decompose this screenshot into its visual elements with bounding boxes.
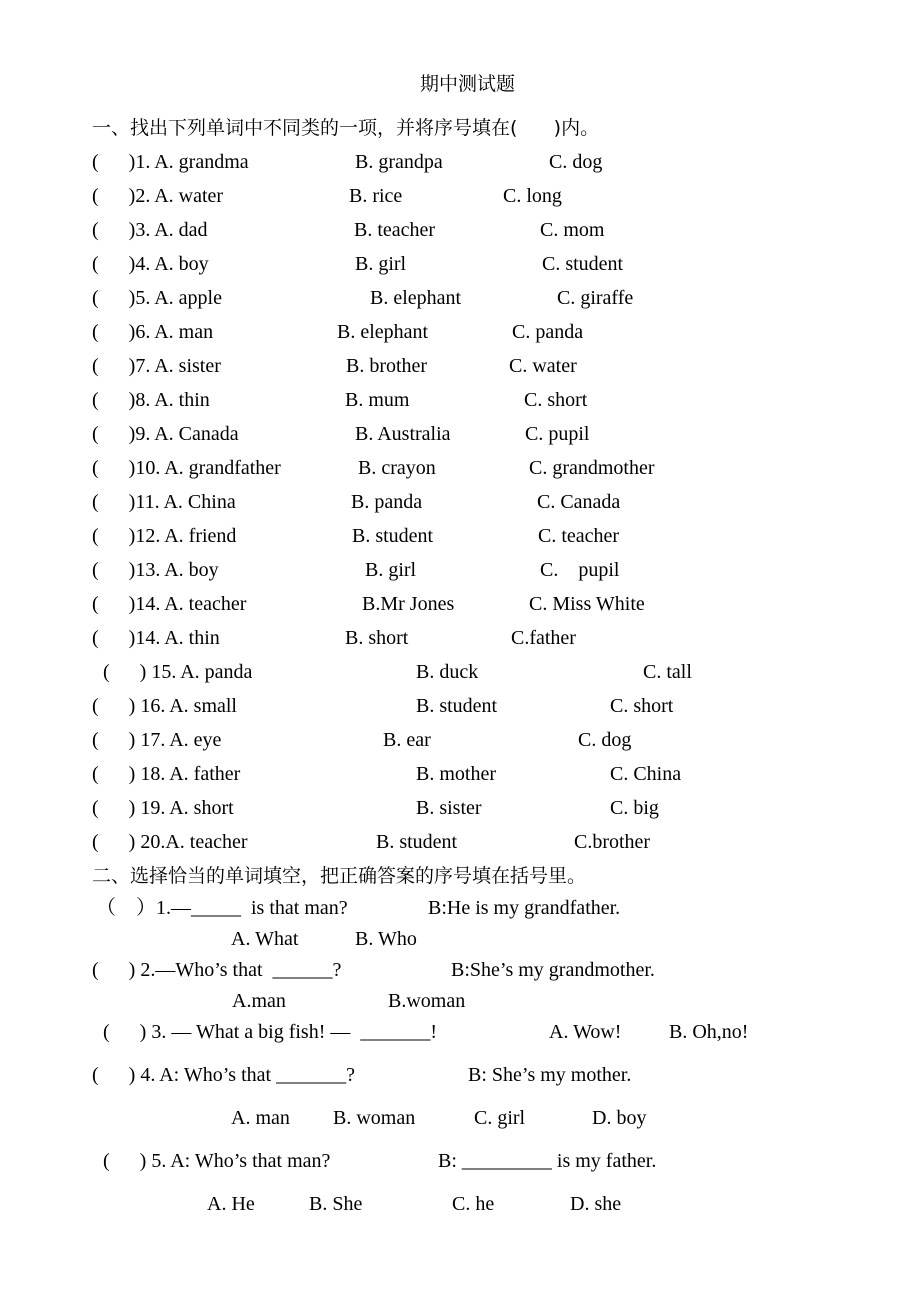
- option-c: C. short: [610, 695, 674, 717]
- question-stem: ( )11. A. China: [92, 491, 236, 513]
- option-c: C. pupil: [540, 559, 620, 581]
- question-stem: ( )9. A. Canada: [92, 423, 239, 445]
- option: A. He: [207, 1193, 255, 1215]
- question-stem: ( )13. A. boy: [92, 559, 219, 581]
- question-stem: ( )14. A. thin: [92, 627, 220, 649]
- question-stem: ( )1. A. grandma: [92, 151, 249, 173]
- question-stem: ( )6. A. man: [92, 321, 214, 343]
- option-b: B. student: [416, 695, 498, 717]
- option-c: C. dog: [549, 151, 603, 173]
- option-c: C. pupil: [525, 423, 590, 445]
- page-title: 期中测试题: [420, 73, 516, 95]
- option-b: B. student: [376, 831, 458, 853]
- question-stem: ( )10. A. grandfather: [92, 457, 281, 479]
- option-c: C.brother: [574, 831, 651, 853]
- question-stem: ( )14. A. teacher: [92, 593, 247, 615]
- option-b: B. sister: [416, 797, 482, 819]
- question-stem: ( )7. A. sister: [92, 355, 221, 377]
- question-stem: ( ) 15. A. panda: [103, 661, 253, 683]
- option-c: C. teacher: [538, 525, 620, 547]
- option: B. Who: [355, 928, 417, 950]
- question-stem: ( )8. A. thin: [92, 389, 210, 411]
- option: A. What: [231, 928, 299, 950]
- option-c: C. long: [503, 185, 562, 207]
- option: C. girl: [474, 1107, 526, 1129]
- option: C. he: [452, 1193, 495, 1215]
- question-3: ( ) 3. — What a big fish! — _______!: [103, 1021, 438, 1043]
- option-b: B. elephant: [370, 287, 462, 309]
- question-2-answer-b: B:She’s my grandmother.: [451, 959, 655, 981]
- question-4-answer-b: B: She’s my mother.: [468, 1064, 632, 1086]
- option-c: C. grandmother: [529, 457, 655, 479]
- option-b: B. short: [345, 627, 409, 649]
- question-1-answer-b: B:He is my grandfather.: [428, 897, 621, 919]
- section2-heading: 二、选择恰当的单词填空，把正确答案的序号填在括号里。: [92, 865, 587, 887]
- option-c: C. panda: [512, 321, 584, 343]
- question-2: ( ) 2.—Who’s that ______?: [92, 959, 342, 981]
- option-b: B. grandpa: [355, 151, 443, 173]
- option-c: C. tall: [643, 661, 692, 683]
- option-b: B. girl: [365, 559, 417, 581]
- question-stem: ( ) 16. A. small: [92, 695, 237, 717]
- option-c: C. big: [610, 797, 659, 819]
- option-b: B. duck: [416, 661, 479, 683]
- option: A.man: [232, 990, 286, 1012]
- question-stem: ( )5. A. apple: [92, 287, 222, 309]
- option-b: B. ear: [383, 729, 431, 751]
- option: D. she: [570, 1193, 622, 1215]
- option-b: B. teacher: [354, 219, 436, 241]
- option-b: B. crayon: [358, 457, 436, 479]
- option-b: B. mother: [416, 763, 496, 785]
- option-c: C. mom: [540, 219, 605, 241]
- question-5: ( ) 5. A: Who’s that man?: [103, 1150, 331, 1172]
- option-b: B. girl: [355, 253, 407, 275]
- section1-heading: 一、找出下列单词中不同类的一项，并将序号填在( )内。: [92, 117, 600, 139]
- question-4: ( ) 4. A: Who’s that _______?: [92, 1064, 355, 1086]
- option-b: B. Australia: [355, 423, 451, 445]
- option-c: C.father: [511, 627, 576, 649]
- question-stem: ( )4. A. boy: [92, 253, 209, 275]
- question-stem: ( ) 18. A. father: [92, 763, 241, 785]
- question-stem: ( )2. A. water: [92, 185, 224, 207]
- option-b: B. mum: [345, 389, 410, 411]
- option-c: C. dog: [578, 729, 632, 751]
- question-stem: ( )12. A. friend: [92, 525, 237, 547]
- question-stem: ( )3. A. dad: [92, 219, 208, 241]
- option: B.woman: [388, 990, 466, 1012]
- option: B. woman: [333, 1107, 416, 1129]
- question-1: （ ）1.—_____ is that man?: [96, 897, 348, 919]
- question-stem: ( ) 19. A. short: [92, 797, 234, 819]
- question-stem: ( ) 17. A. eye: [92, 729, 222, 751]
- option: A. Wow!: [549, 1021, 622, 1043]
- option-c: C. student: [542, 253, 624, 275]
- option: A. man: [231, 1107, 290, 1129]
- option: B. Oh,no!: [669, 1021, 749, 1043]
- option-c: C. Canada: [537, 491, 621, 513]
- question-stem: ( ) 20.A. teacher: [92, 831, 248, 853]
- option-c: C. giraffe: [557, 287, 634, 309]
- option-b: B. panda: [351, 491, 423, 513]
- question-5-answer-b: B: _________ is my father.: [438, 1150, 657, 1172]
- option-b: B. elephant: [337, 321, 429, 343]
- option-c: C. short: [524, 389, 588, 411]
- option: B. She: [309, 1193, 363, 1215]
- option-b: B.Mr Jones: [362, 593, 455, 615]
- option-c: C. Miss White: [529, 593, 645, 615]
- option-c: C. China: [610, 763, 682, 785]
- option-b: B. brother: [346, 355, 428, 377]
- option-c: C. water: [509, 355, 577, 377]
- option-b: B. student: [352, 525, 434, 547]
- option: D. boy: [592, 1107, 647, 1129]
- option-b: B. rice: [349, 185, 403, 207]
